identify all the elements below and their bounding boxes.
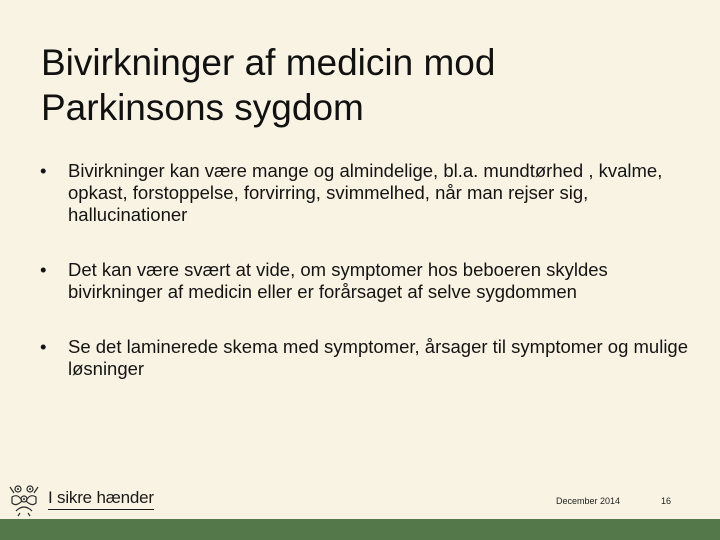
- bullet-marker: •: [40, 160, 47, 181]
- footer-logo: [6, 480, 154, 518]
- footer-date: December 2014: [556, 496, 621, 506]
- logo-text: I sikre hænder: [48, 488, 154, 510]
- slide-title: [41, 40, 681, 130]
- bottom-bar: [0, 519, 720, 540]
- slide-title-line-2: Parkinsons sygdom: [41, 87, 364, 128]
- bullet-item: [40, 160, 690, 226]
- bullet-text: Det kan være svært at vide, om symptomer hos beboeren skyldes bivirkninger af medicin eller er forårsaget af selve sygdommen: [68, 259, 608, 302]
- page-number: 16: [661, 496, 672, 506]
- bullet-list: [40, 160, 690, 413]
- bullet-marker: •: [40, 259, 47, 280]
- slide-title-line-1: Bivirkninger af medicin mod: [41, 42, 496, 83]
- bullet-text: Se det laminerede skema med symptomer, årsager til symptomer og mulige løsninger: [68, 336, 689, 379]
- bullet-item: [40, 336, 690, 380]
- bullet-item: [40, 259, 690, 303]
- people-emblem-icon: [6, 481, 42, 517]
- bullet-marker: •: [40, 336, 47, 357]
- bullet-text: Bivirkninger kan være mange og almindelige, bl.a. mundtørhed , kvalme, opkast, forstoppelse, forvirring, svimmelhed, når man rejser sig, hallucinationer: [68, 160, 663, 225]
